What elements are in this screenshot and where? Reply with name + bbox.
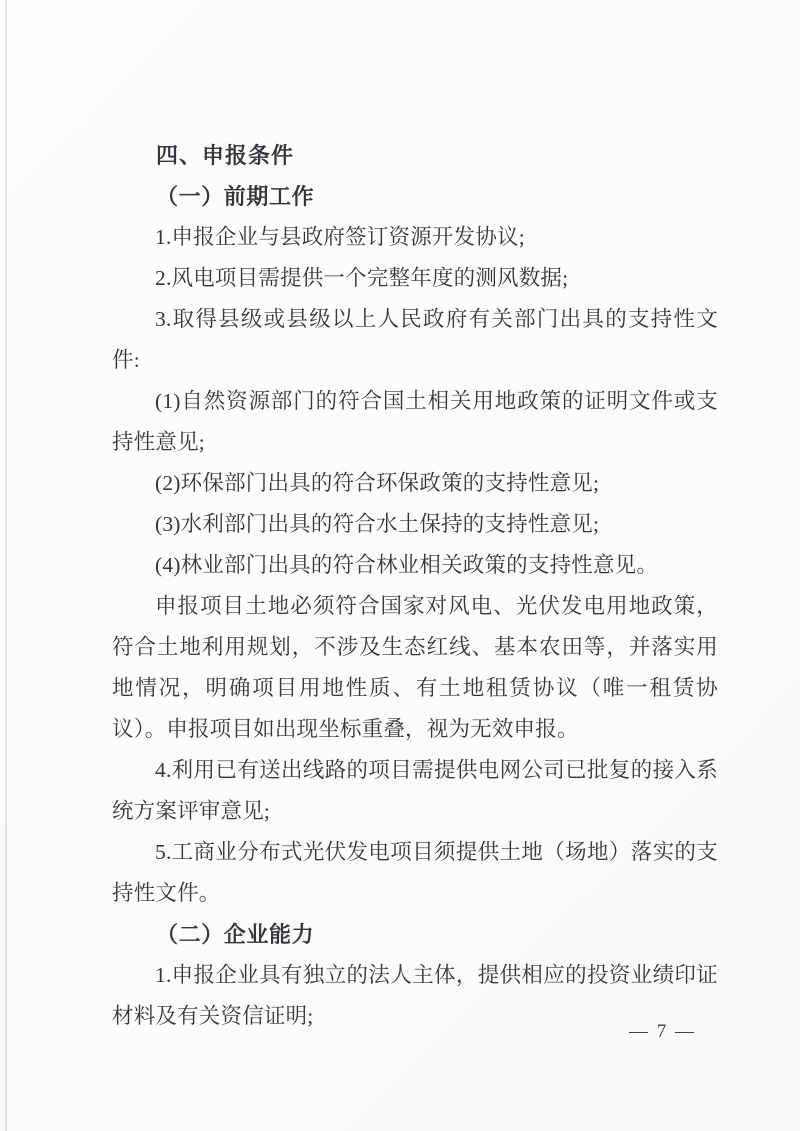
doc-paragraph: (1)自然资源部门的符合国土相关用地政策的证明文件或支持性意见; xyxy=(112,389,718,454)
doc-paragraph: 1.申报企业具有独立的法人主体，提供相应的投资业绩印证材料及有关资信证明; xyxy=(112,963,718,1028)
section-heading: 四、申报条件 xyxy=(156,143,295,168)
scan-edge-artifact xyxy=(5,0,7,1131)
doc-paragraph: 1.申报企业与县政府签订资源开发协议; xyxy=(155,225,525,249)
subsection-heading-1: （一）前期工作 xyxy=(156,184,315,209)
page-number: — 7 — xyxy=(629,1021,696,1042)
doc-paragraph: (4)林业部门出具的符合林业相关政策的支持性意见。 xyxy=(155,553,659,577)
doc-paragraph: (3)水利部门出具的符合水土保持的支持性意见; xyxy=(155,512,600,536)
document-body xyxy=(112,135,718,1037)
doc-paragraph: 2.风电项目需提供一个完整年度的测风数据; xyxy=(155,266,569,290)
subsection-heading-2: （二）企业能力 xyxy=(156,922,315,947)
doc-paragraph: 5.工商业分布式光伏发电项目须提供土地（场地）落实的支持性文件。 xyxy=(112,840,718,905)
doc-paragraph: (2)环保部门出具的符合环保政策的支持性意见; xyxy=(155,471,600,495)
doc-paragraph: 申报项目土地必须符合国家对风电、光伏发电用地政策，符合土地利用规划，不涉及生态红线、基本农田等，并落实用地情况，明确项目用地性质、有土地租赁协议（唯一租赁协议）。申报项目如出现坐标重叠，视为无效申报。 xyxy=(112,594,718,741)
doc-paragraph: 3.取得县级或县级以上人民政府有关部门出具的支持性文件: xyxy=(112,307,718,372)
doc-paragraph: 4.利用已有送出线路的项目需提供电网公司已批复的接入系统方案评审意见; xyxy=(112,758,718,823)
